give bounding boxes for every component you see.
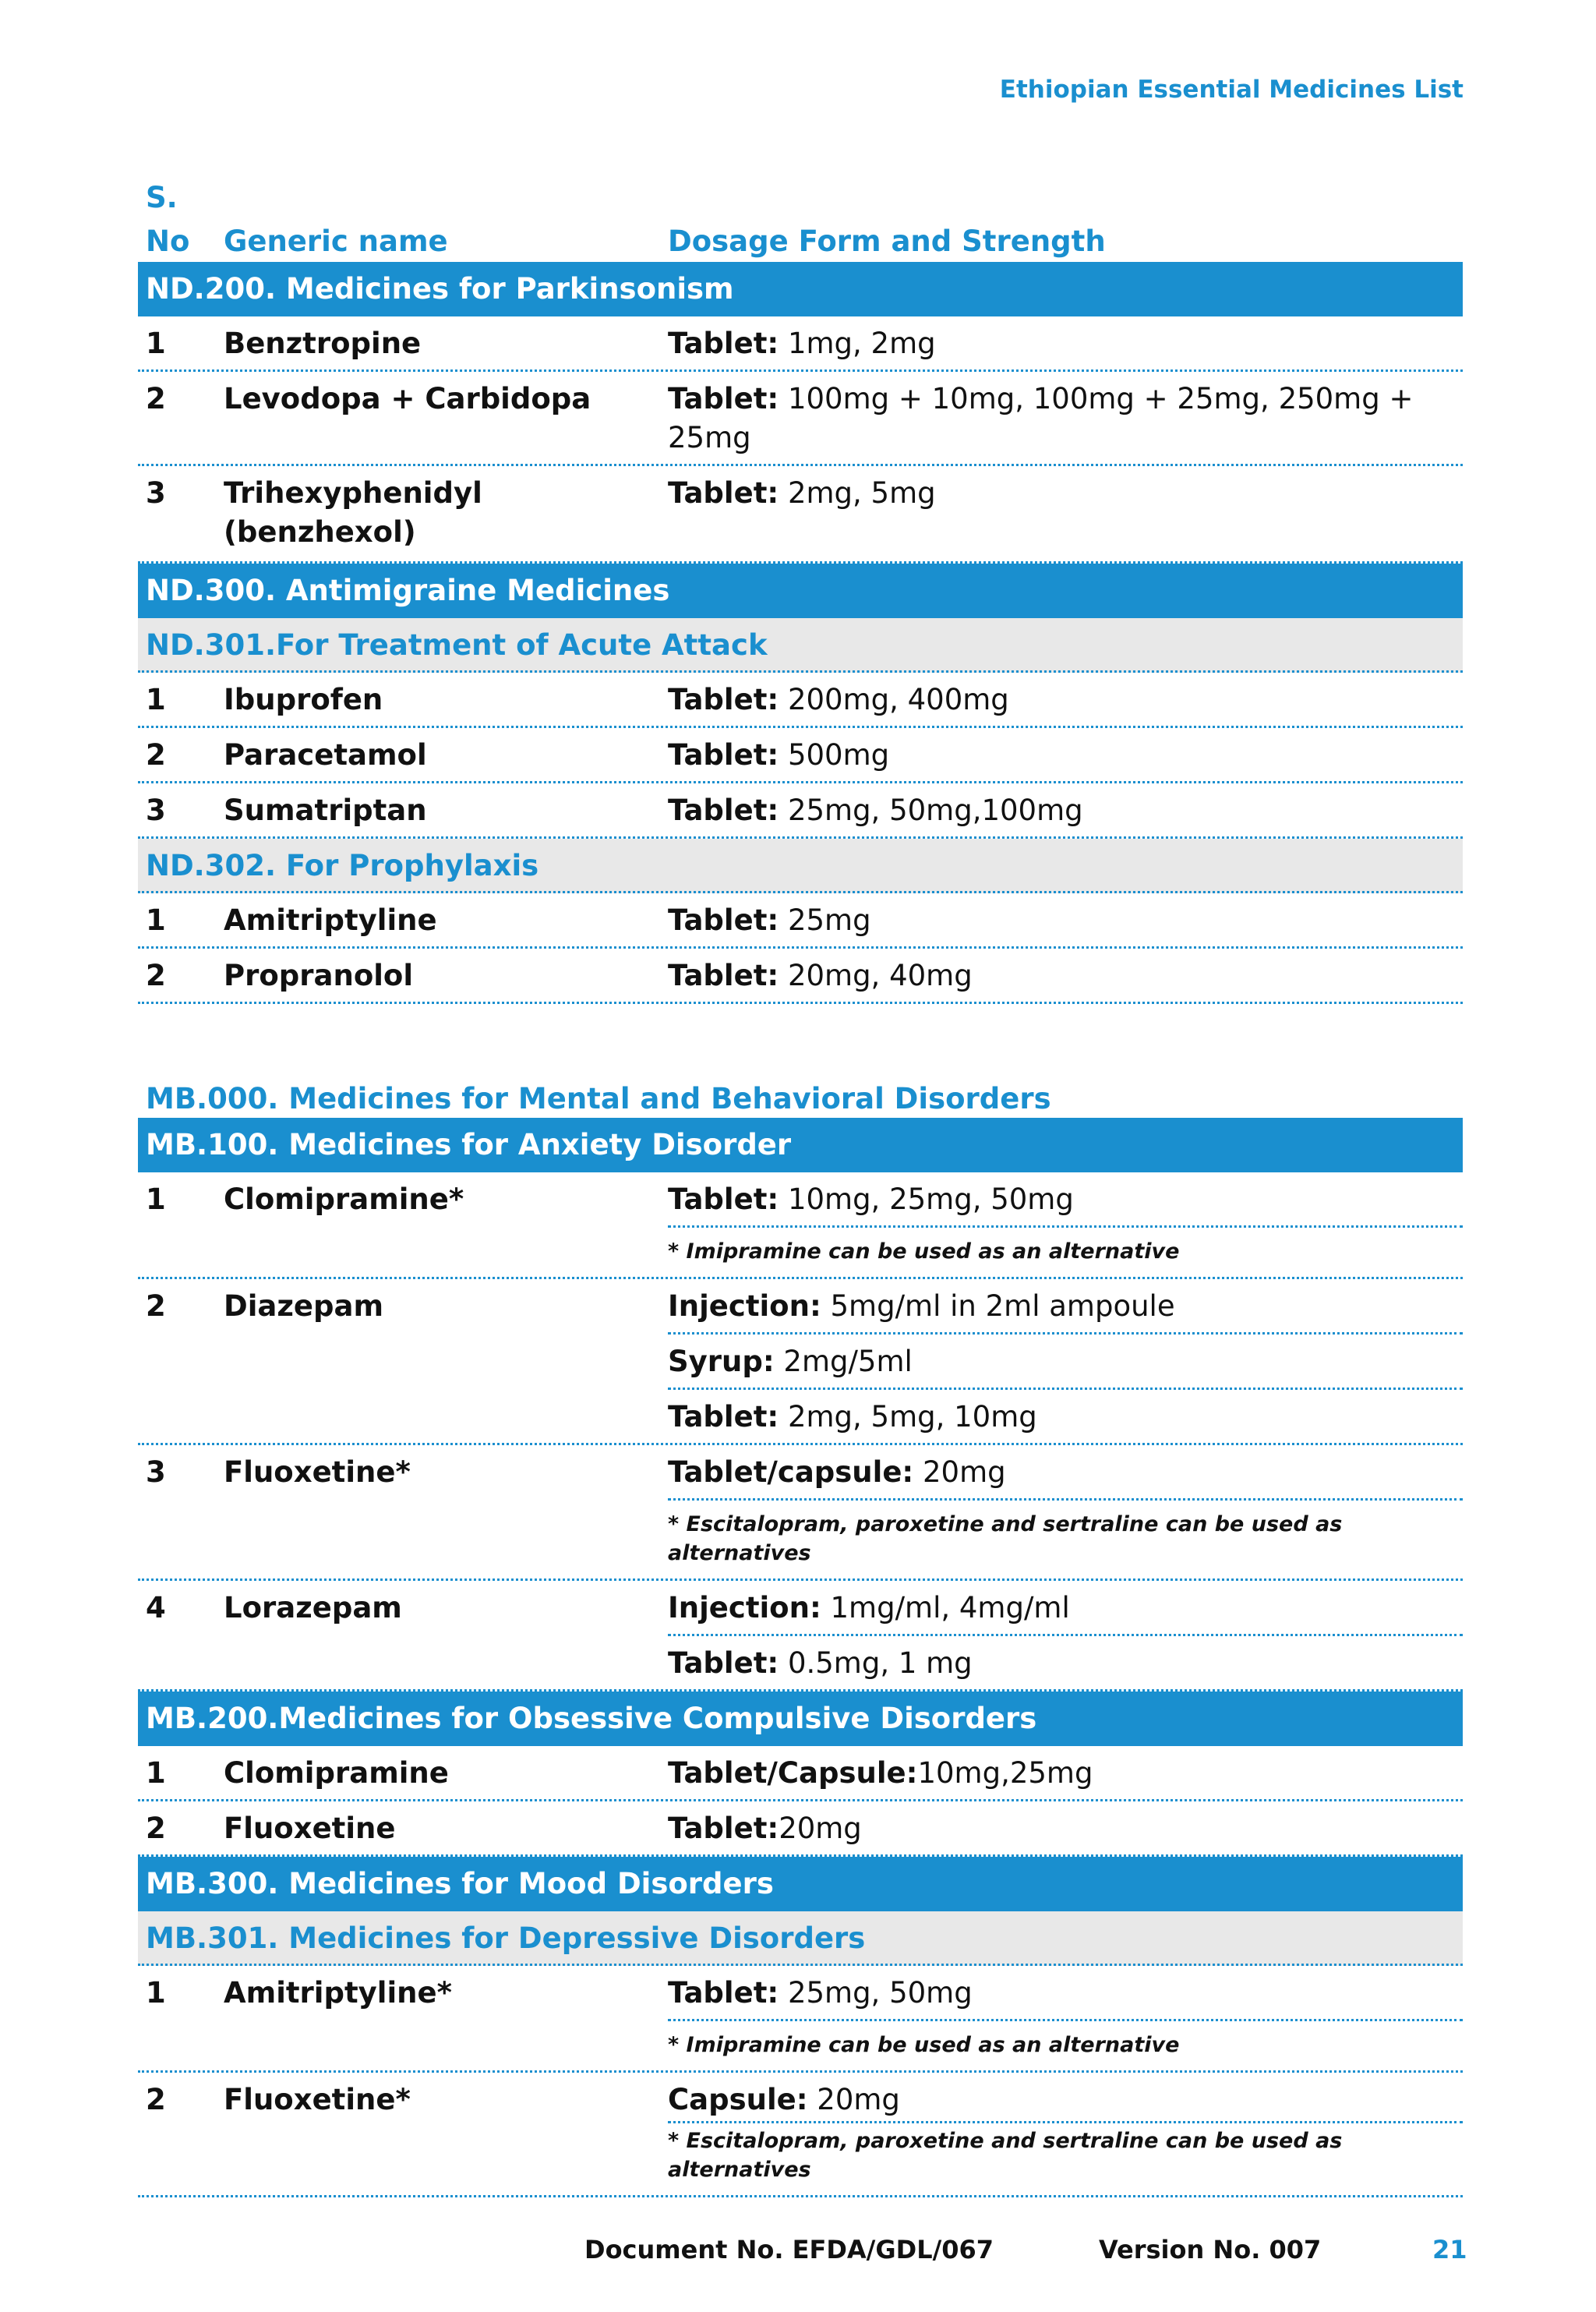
row-dosage <box>668 1801 1463 1854</box>
medicines-table <box>138 178 1463 2197</box>
dosage-label: Tablet: <box>668 903 779 937</box>
row-generic-name: Fluoxetine* <box>224 2083 411 2116</box>
dosage-value: 20mg <box>779 1812 862 1845</box>
section-mb100: MB.100. Medicines for Anxiety Disorder <box>138 1118 1463 1172</box>
table-row <box>138 783 1463 839</box>
table-row <box>138 1801 1463 1857</box>
heading-mb000: MB.000. Medicines for Mental and Behavioral Disorders <box>146 1082 1051 1115</box>
row-dosage <box>668 316 1463 369</box>
dosage-value: 2mg, 5mg, 10mg <box>779 1400 1037 1434</box>
row-generic-name: Fluoxetine* <box>224 1455 411 1489</box>
table-row <box>138 1445 1463 1581</box>
row-generic-name: Diazepam <box>224 1289 383 1323</box>
table-row <box>138 1172 1463 1279</box>
page-number: 21 <box>1432 2235 1467 2264</box>
dosage-value: 10mg, 25mg, 50mg <box>779 1183 1074 1216</box>
dosage-value: 200mg, 400mg <box>779 683 1009 716</box>
section-mb200: MB.200.Medicines for Obsessive Compulsive Disorders <box>138 1692 1463 1746</box>
dosage-value: 1mg, 2mg <box>779 327 936 360</box>
dosage-label: Tablet/capsule: <box>668 1455 914 1489</box>
dosage-label: Tablet: <box>668 327 779 360</box>
dosage-value: 2mg/5ml <box>774 1345 913 1378</box>
row-no: 3 <box>146 476 166 510</box>
row-generic-name: Benztropine <box>224 327 422 360</box>
dosage-value: 1mg/ml, 4mg/ml <box>821 1591 1070 1624</box>
row-no: 1 <box>146 1756 166 1790</box>
dosage-label: Injection: <box>668 1289 821 1323</box>
dosage-value: 5mg/ml in 2ml ampoule <box>821 1289 1175 1323</box>
dosage-label: Tablet: <box>668 1400 779 1434</box>
row-generic-name: Ibuprofen <box>224 683 383 716</box>
row-generic-name: Propranolol <box>224 959 414 992</box>
col-header-generic-name: Generic name <box>224 224 448 258</box>
row-generic-name: Clomipramine <box>224 1756 449 1790</box>
col-header-no: No <box>146 224 190 258</box>
dosage-label: Syrup: <box>668 1345 775 1378</box>
row-dosage <box>668 1966 1463 2070</box>
dosage-label: Tablet: <box>668 959 779 992</box>
table-row <box>138 372 1463 466</box>
dosage-value: 20mg <box>913 1455 1006 1489</box>
dosage-value: 20mg, 40mg <box>779 959 973 992</box>
dosage-value: 25mg, 50mg <box>779 1976 973 2010</box>
row-no: 1 <box>146 1183 166 1216</box>
row-generic-name: Lorazepam <box>224 1591 402 1624</box>
row-no: 2 <box>146 738 166 772</box>
dosage-value: 100mg + 10mg, 100mg + 25mg, 250mg + 25mg <box>668 382 1414 454</box>
row-dosage <box>668 2073 1463 2195</box>
table-row <box>138 1746 1463 1801</box>
row-dosage <box>668 949 1463 1002</box>
dosage-label: Capsule: <box>668 2083 808 2116</box>
row-generic-name: Paracetamol <box>224 738 427 772</box>
dosage-value: 0.5mg, 1 mg <box>779 1646 973 1680</box>
row-dosage <box>668 1581 1463 1689</box>
row-dosage <box>668 1746 1463 1799</box>
subsection-nd302: ND.302. For Prophylaxis <box>138 839 1463 893</box>
row-no: 2 <box>146 2083 166 2116</box>
row-dosage <box>668 1172 1463 1277</box>
table-row <box>138 2073 1463 2197</box>
row-dosage <box>668 893 1463 946</box>
dosage-value: 2mg, 5mg <box>779 476 936 510</box>
dosage-value: 10mg,25mg <box>917 1756 1093 1790</box>
section-nd300: ND.300. Antimigraine Medicines <box>138 564 1463 618</box>
row-generic-name: Fluoxetine <box>224 1812 396 1845</box>
table-row <box>138 1581 1463 1692</box>
row-generic-name: Amitriptyline* <box>224 1976 452 2010</box>
row-no: 1 <box>146 1976 166 2010</box>
table-row <box>138 1279 1463 1445</box>
row-dosage <box>668 783 1463 836</box>
dosage-label: Tablet: <box>668 1812 779 1845</box>
dosage-value: 500mg <box>779 738 890 772</box>
row-no: 1 <box>146 327 166 360</box>
footer-document-number: Document No. EFDA/GDL/067 <box>584 2235 994 2264</box>
row-generic-name: Trihexyphenidyl (benzhexol) <box>224 476 482 549</box>
row-no: 2 <box>146 382 166 415</box>
row-dosage <box>668 728 1463 781</box>
row-dosage <box>668 466 1463 561</box>
row-no: 2 <box>146 1289 166 1323</box>
row-no: 4 <box>146 1591 166 1624</box>
row-dosage <box>668 372 1463 464</box>
table-row <box>138 1966 1463 2073</box>
footer-version-number: Version No. 007 <box>1099 2235 1322 2264</box>
row-no: 1 <box>146 683 166 716</box>
dosage-label: Tablet/Capsule: <box>668 1756 918 1790</box>
dosage-value: 20mg <box>807 2083 900 2116</box>
row-generic-name: Levodopa + Carbidopa <box>224 382 591 415</box>
dosage-label: Tablet: <box>668 683 779 716</box>
dosage-label: Tablet: <box>668 382 779 415</box>
row-generic-name: Sumatriptan <box>224 794 427 827</box>
row-no: 2 <box>146 959 166 992</box>
row-generic-name: Amitriptyline <box>224 903 437 937</box>
row-generic-name: Clomipramine* <box>224 1183 464 1216</box>
footnote: * Escitalopram, paroxetine and sertraline can be used as alternatives <box>668 2121 1463 2195</box>
dosage-value: 25mg <box>779 903 871 937</box>
dosage-label: Tablet: <box>668 794 779 827</box>
row-dosage <box>668 1445 1463 1578</box>
row-no: 3 <box>146 794 166 827</box>
table-row <box>138 316 1463 372</box>
col-header-s: S. <box>146 181 178 214</box>
dosage-label: Tablet: <box>668 1976 779 2010</box>
row-dosage <box>668 673 1463 726</box>
table-row <box>138 466 1463 564</box>
dosage-label: Tablet: <box>668 738 779 772</box>
table-row <box>138 949 1463 1004</box>
row-dosage <box>668 1279 1463 1443</box>
dosage-label: Tablet: <box>668 476 779 510</box>
row-no: 1 <box>146 903 166 937</box>
table-row <box>138 673 1463 728</box>
dosage-label: Injection: <box>668 1591 821 1624</box>
dosage-label: Tablet: <box>668 1183 779 1216</box>
subsection-mb301: MB.301. Medicines for Depressive Disorders <box>138 1911 1463 1966</box>
column-headers <box>138 178 1463 262</box>
table-row <box>138 893 1463 949</box>
section-nd200: ND.200. Medicines for Parkinsonism <box>138 262 1463 316</box>
section-mb300: MB.300. Medicines for Mood Disorders <box>138 1857 1463 1911</box>
row-no: 3 <box>146 1455 166 1489</box>
table-row <box>138 728 1463 783</box>
footnote: * Escitalopram, paroxetine and sertraline can be used as alternatives <box>668 1498 1463 1578</box>
footnote: * Imipramine can be used as an alternative <box>668 1225 1463 1277</box>
col-header-dosage-form: Dosage Form and Strength <box>668 224 1106 258</box>
subsection-nd301: ND.301.For Treatment of Acute Attack <box>138 618 1463 673</box>
running-header: Ethiopian Essential Medicines List <box>999 76 1464 104</box>
dosage-label: Tablet: <box>668 1646 779 1680</box>
row-no: 2 <box>146 1812 166 1845</box>
footnote: * Imipramine can be used as an alternative <box>668 2019 1463 2070</box>
dosage-value: 25mg, 50mg,100mg <box>779 794 1083 827</box>
